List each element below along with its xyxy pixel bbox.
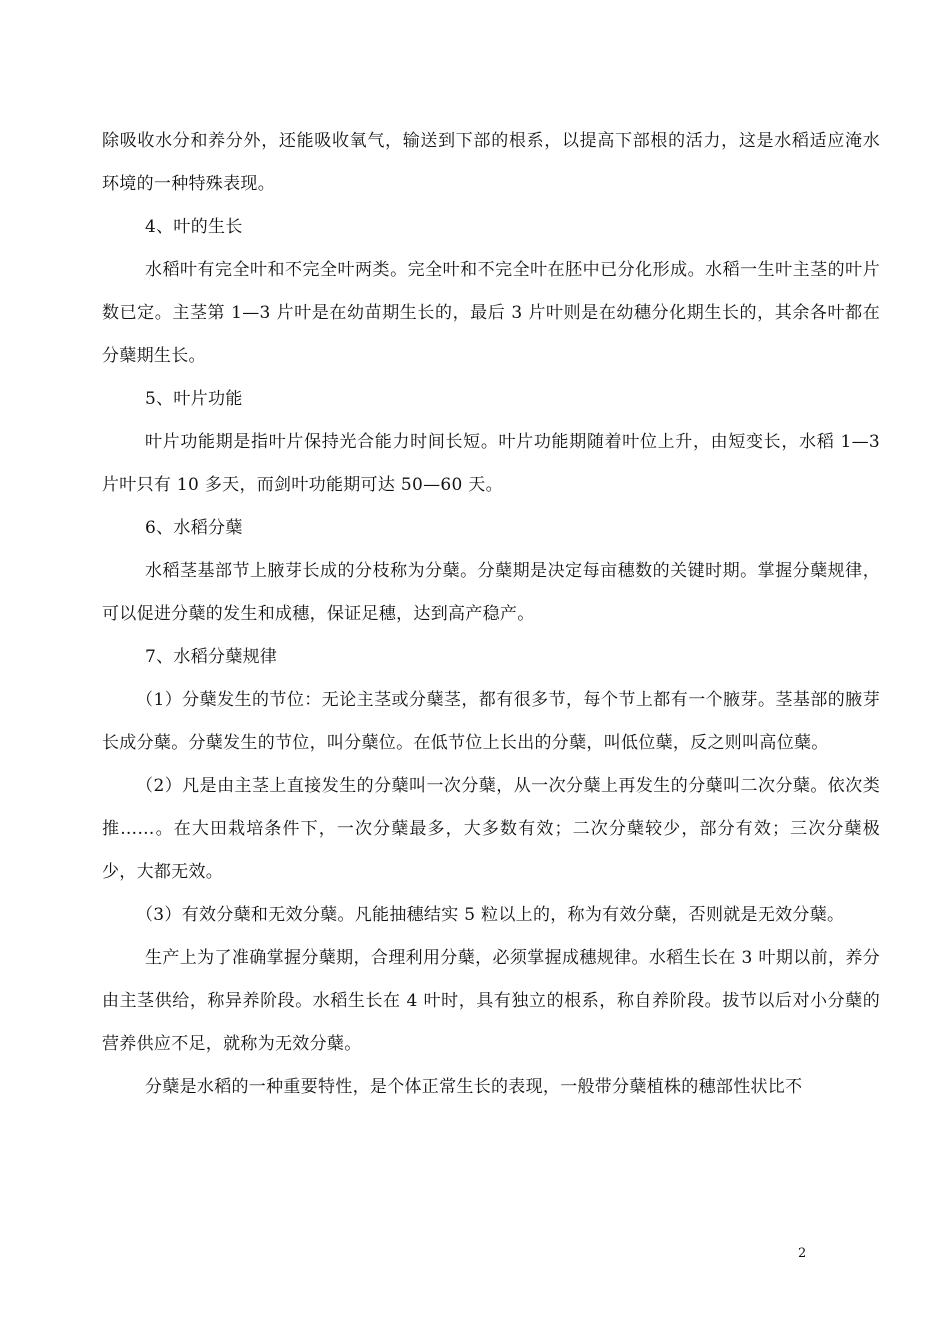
document-body bbox=[102, 120, 880, 1109]
list-paragraph: （2）凡是由主茎上直接发生的分蘖叫一次分蘖，从一次分蘖上再发生的分蘖叫二次分蘖。依次类推……。在大田栽培条件下，一次分蘖最多，大多数有效；二次分蘖较少，部分有效；三次分蘖极少，大都无效。 bbox=[102, 776, 880, 882]
page-number: 2 bbox=[798, 1246, 807, 1261]
paragraph: 除吸收水分和养分外，还能吸收氧气，输送到下部的根系，以提高下部根的活力，这是水稻适应淹水环境的一种特殊表现。 bbox=[102, 131, 880, 194]
paragraph: 水稻叶有完全叶和不完全叶两类。完全叶和不完全叶在胚中已分化形成。水稻一生叶主茎的叶片数已定。主茎第 1—3 片叶是在幼苗期生长的，最后 3 片叶则是在幼穗分化期生长的，其余各叶都在分蘖期生长。 bbox=[102, 260, 880, 366]
list-paragraph: （1）分蘖发生的节位：无论主茎或分蘖茎，都有很多节，每个节上都有一个腋芽。茎基部的腋芽长成分蘖。分蘖发生的节位，叫分蘖位。在低节位上长出的分蘖，叫低位蘖，反之则叫高位蘖。 bbox=[102, 690, 880, 753]
paragraph: 生产上为了准确掌握分蘖期，合理利用分蘖，必须掌握成穗规律。水稻生长在 3 叶期以前，养分由主茎供给，称异养阶段。水稻生长在 4 叶时，具有独立的根系，称自养阶段。拔节以后对小分蘖的营养供应不足，就称为无效分蘖。 bbox=[102, 948, 880, 1054]
section-heading: 7、水稻分蘖规律 bbox=[145, 647, 278, 667]
section-heading: 5、叶片功能 bbox=[145, 389, 243, 409]
section-heading: 6、水稻分蘖 bbox=[145, 518, 243, 538]
section-heading: 4、叶的生长 bbox=[145, 217, 243, 237]
paragraph: 水稻茎基部节上腋芽长成的分枝称为分蘖。分蘖期是决定每亩穗数的关键时期。掌握分蘖规律，可以促进分蘖的发生和成穗，保证足穗，达到高产稳产。 bbox=[102, 561, 880, 624]
paragraph: 分蘖是水稻的一种重要特性，是个体正常生长的表现，一般带分蘖植株的穗部性状比不 bbox=[145, 1077, 803, 1097]
list-paragraph: （3）有效分蘖和无效分蘖。凡能抽穗结实 5 粒以上的，称为有效分蘖，否则就是无效分蘖。 bbox=[136, 905, 845, 925]
paragraph: 叶片功能期是指叶片保持光合能力时间长短。叶片功能期随着叶位上升，由短变长，水稻 1—3 片叶只有 10 多天，而剑叶功能期可达 50—60 天。 bbox=[102, 432, 880, 495]
